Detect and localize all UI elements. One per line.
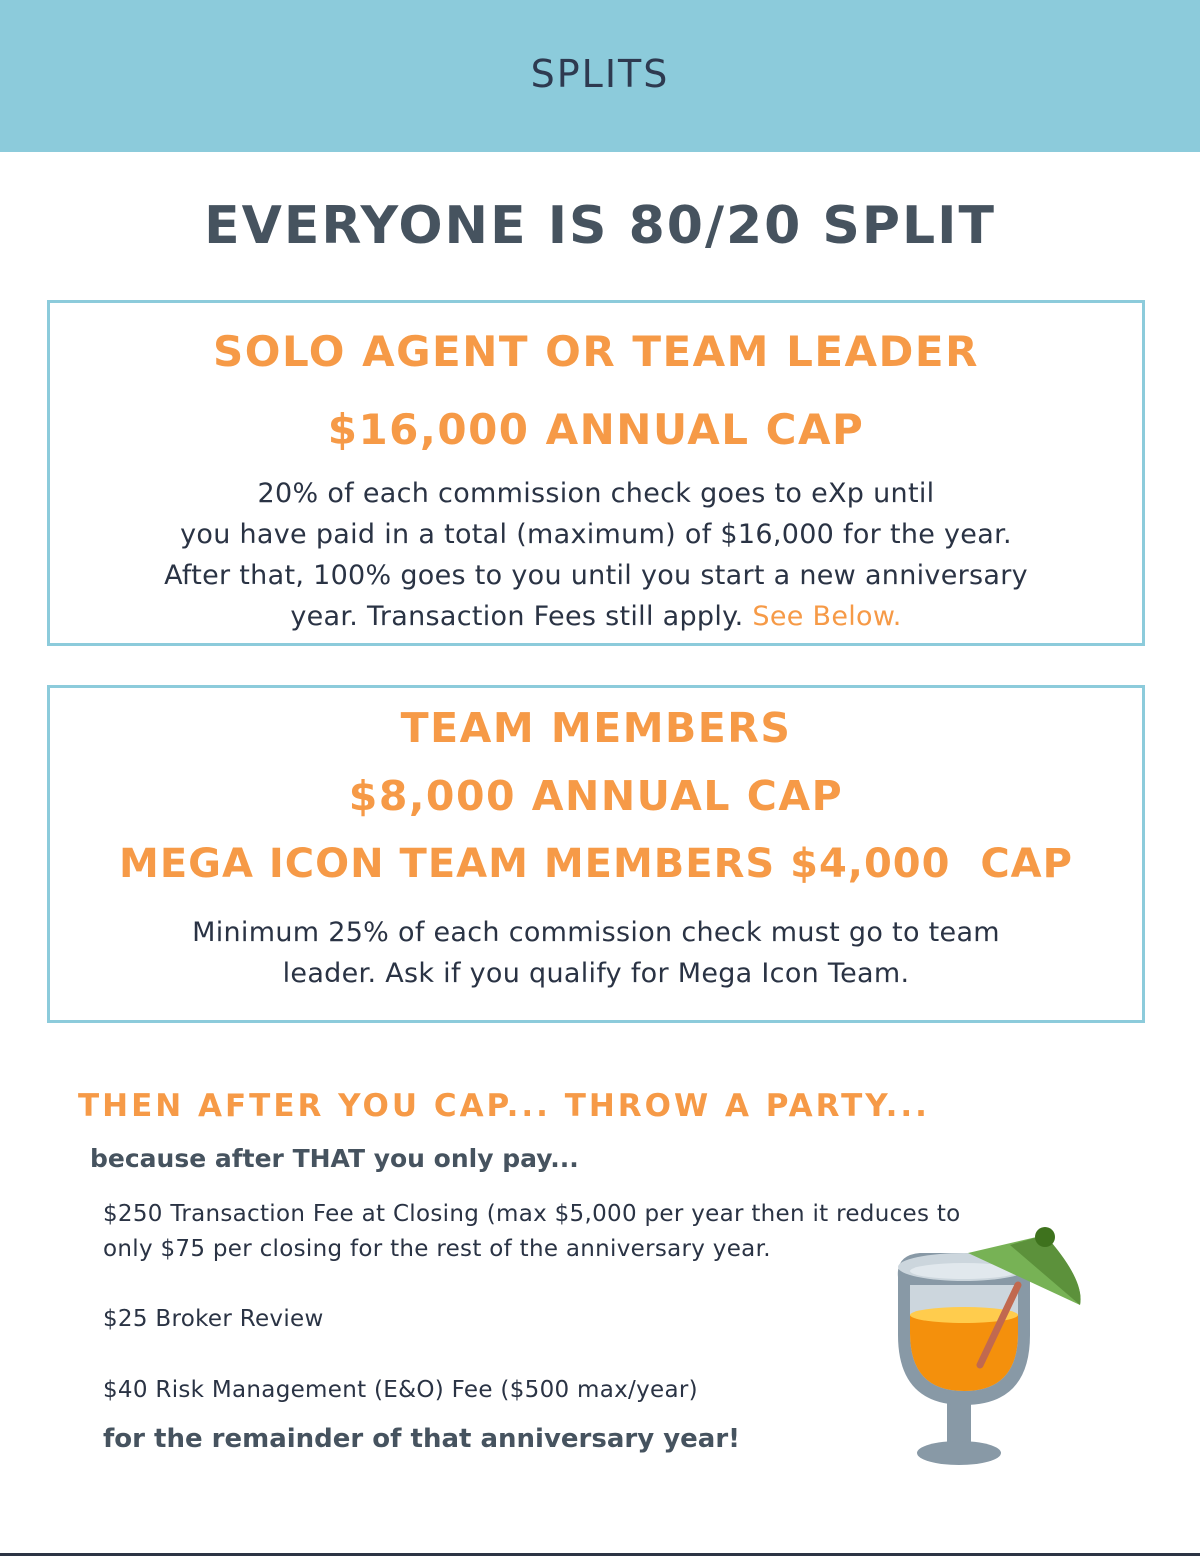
tropical-drink-icon [880,1215,1090,1475]
risk-management-line: $40 Risk Management (E&O) Fee ($500 max/year) [103,1377,698,1403]
team-text-line-2: leader. Ask if you qualify for Mega Icon Team. [282,958,910,989]
solo-heading-line-2: $16,000 ANNUAL CAP [327,405,865,454]
main-heading: EVERYONE IS 80/20 SPLIT [204,196,996,256]
party-heading: THEN AFTER YOU CAP... THROW A PARTY... [78,1088,930,1124]
solo-text-line-4: year. Transaction Fees still apply. [290,601,744,632]
solo-text-line-4-wrap [50,596,1142,637]
broker-review-line: $25 Broker Review [103,1306,324,1332]
transaction-fee-line-1: $250 Transaction Fee at Closing (max $5,000 per year then it reduces to [103,1201,961,1227]
team-text-line-1: Minimum 25% of each commission check must go to team [192,917,1000,948]
team-heading-line-2: $8,000 ANNUAL CAP [348,772,844,820]
transaction-fee-line-2: only $75 per closing for the rest of the anniversary year. [103,1236,771,1262]
team-heading-line-1: TEAM MEMBERS [400,704,792,752]
solo-description [50,473,1142,637]
header-banner [0,0,1200,152]
solo-agent-box [47,300,1145,646]
solo-text-line-3: After that, 100% goes to you until you start a new anniversary [164,560,1028,591]
solo-text-line-1: 20% of each commission check goes to eXp until [257,478,935,509]
risk-management-item [103,1373,698,1408]
transaction-fee-item [103,1197,961,1267]
broker-review-item [103,1302,324,1337]
party-subheading: because after THAT you only pay... [90,1144,579,1173]
see-below-link[interactable]: See Below. [752,601,902,632]
team-description [50,912,1142,994]
solo-text-line-2: you have paid in a total (maximum) of $16,000 for the year. [180,519,1012,550]
page-title: SPLITS [530,52,670,96]
solo-heading-line-1: SOLO AGENT OR TEAM LEADER [213,327,979,376]
team-members-box [47,685,1145,1023]
team-heading-line-3: MEGA ICON TEAM MEMBERS $4,000 CAP [119,841,1073,887]
closing-note: for the remainder of that anniversary year! [103,1424,741,1454]
